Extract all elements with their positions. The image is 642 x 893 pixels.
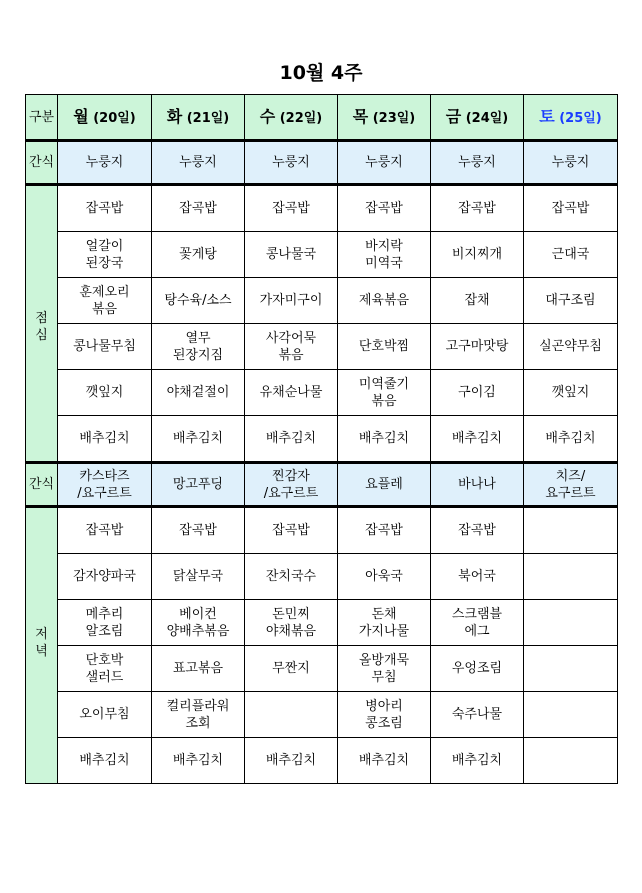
menu-cell: 컬리플라워 조회 — [152, 692, 245, 738]
menu-cell: 훈제오리 볶음 — [58, 278, 152, 324]
dinner-row — [26, 646, 618, 692]
menu-cell: 베이컨 양배추볶음 — [152, 600, 245, 646]
menu-cell: 배추김치 — [245, 416, 338, 463]
menu-cell: 배추김치 — [152, 416, 245, 463]
menu-cell: 야채겉절이 — [152, 370, 245, 416]
header-day-mon — [58, 95, 152, 141]
menu-cell: 탕수육/소스 — [152, 278, 245, 324]
menu-cell: 배추김치 — [338, 738, 431, 784]
day-name: 금 — [445, 106, 462, 126]
menu-cell: 바나나 — [431, 463, 524, 507]
menu-cell: 꽃게탕 — [152, 232, 245, 278]
menu-cell: 깻잎지 — [524, 370, 618, 416]
day-date: (24일) — [465, 110, 509, 126]
lunch-row — [26, 416, 618, 463]
menu-cell: 배추김치 — [245, 738, 338, 784]
menu-cell: 아욱국 — [338, 554, 431, 600]
menu-cell: 잡곡밥 — [58, 185, 152, 232]
menu-cell: 요플레 — [338, 463, 431, 507]
menu-cell: 잡채 — [431, 278, 524, 324]
menu-cell — [524, 738, 618, 784]
menu-cell: 잡곡밥 — [245, 507, 338, 554]
menu-cell: 카스타즈 /요구르트 — [58, 463, 152, 507]
menu-cell: 숙주나물 — [431, 692, 524, 738]
day-name: 토 — [539, 106, 555, 126]
menu-cell: 단호박 샐러드 — [58, 646, 152, 692]
menu-cell: 구이김 — [431, 370, 524, 416]
menu-cell: 가자미구이 — [245, 278, 338, 324]
dinner-row — [26, 507, 618, 554]
lunch-row — [26, 278, 618, 324]
menu-cell: 근대국 — [524, 232, 618, 278]
menu-cell: 콩나물국 — [245, 232, 338, 278]
menu-cell: 스크램블 에그 — [431, 600, 524, 646]
dinner-row — [26, 738, 618, 784]
menu-cell — [524, 646, 618, 692]
menu-cell: 잡곡밥 — [58, 507, 152, 554]
menu-cell: 잡곡밥 — [338, 185, 431, 232]
menu-cell: 단호박찜 — [338, 324, 431, 370]
menu-cell: 감자양파국 — [58, 554, 152, 600]
menu-cell: 유채순나물 — [245, 370, 338, 416]
menu-cell: 미역줄기 볶음 — [338, 370, 431, 416]
menu-cell: 잡곡밥 — [245, 185, 338, 232]
lunch-row — [26, 232, 618, 278]
header-category-label: 구분 — [26, 95, 58, 141]
menu-cell: 배추김치 — [152, 738, 245, 784]
menu-cell — [524, 692, 618, 738]
menu-cell: 배추김치 — [58, 738, 152, 784]
menu-cell: 깻잎지 — [58, 370, 152, 416]
weekly-menu-table — [25, 94, 618, 784]
lunch-category-label: 점 심 — [26, 185, 58, 463]
menu-cell — [524, 554, 618, 600]
menu-cell: 배추김치 — [338, 416, 431, 463]
menu-cell: 누룽지 — [152, 141, 245, 185]
menu-cell — [245, 692, 338, 738]
menu-cell: 누룽지 — [524, 141, 618, 185]
menu-cell: 메추리 알조림 — [58, 600, 152, 646]
snack-row-morning — [26, 141, 618, 185]
day-name: 월 — [73, 106, 89, 126]
menu-cell: 제육볶음 — [338, 278, 431, 324]
menu-cell: 돈민찌 야채볶음 — [245, 600, 338, 646]
menu-cell — [524, 507, 618, 554]
day-date: (22일) — [279, 110, 323, 126]
dinner-category-label: 저 녁 — [26, 507, 58, 784]
menu-cell: 고구마맛탕 — [431, 324, 524, 370]
lunch-row — [26, 185, 618, 232]
menu-cell: 배추김치 — [58, 416, 152, 463]
menu-cell: 잔치국수 — [245, 554, 338, 600]
menu-cell: 찐감자 /요구르트 — [245, 463, 338, 507]
lunch-row — [26, 370, 618, 416]
menu-cell: 잡곡밥 — [431, 507, 524, 554]
day-date: (21일) — [186, 110, 230, 126]
menu-cell: 올방개묵 무침 — [338, 646, 431, 692]
menu-cell — [524, 600, 618, 646]
snack-category-label: 간식 — [26, 141, 58, 185]
day-name: 수 — [259, 106, 276, 126]
menu-cell: 잡곡밥 — [152, 507, 245, 554]
header-day-sat — [524, 95, 618, 141]
menu-cell: 사각어묵 볶음 — [245, 324, 338, 370]
day-date: (20일) — [93, 110, 136, 126]
menu-cell: 우엉조림 — [431, 646, 524, 692]
dinner-row — [26, 554, 618, 600]
menu-cell: 누룽지 — [431, 141, 524, 185]
menu-cell: 표고볶음 — [152, 646, 245, 692]
menu-cell: 바지락 미역국 — [338, 232, 431, 278]
menu-cell: 치즈/ 요구르트 — [524, 463, 618, 507]
menu-cell: 열무 된장지짐 — [152, 324, 245, 370]
menu-cell: 병아리 콩조림 — [338, 692, 431, 738]
menu-cell: 닭살무국 — [152, 554, 245, 600]
menu-cell: 오이무침 — [58, 692, 152, 738]
menu-cell: 비지찌개 — [431, 232, 524, 278]
menu-cell: 배추김치 — [431, 416, 524, 463]
day-date: (25일) — [559, 110, 602, 126]
menu-cell: 돈채 가지나물 — [338, 600, 431, 646]
snack-category-label: 간식 — [26, 463, 58, 507]
menu-cell: 누룽지 — [58, 141, 152, 185]
menu-cell: 잡곡밥 — [338, 507, 431, 554]
menu-cell: 잡곡밥 — [152, 185, 245, 232]
day-date: (23일) — [372, 110, 416, 126]
header-day-thu — [338, 95, 431, 141]
menu-cell: 잡곡밥 — [431, 185, 524, 232]
dinner-row — [26, 600, 618, 646]
menu-cell: 북어국 — [431, 554, 524, 600]
day-name: 화 — [166, 106, 183, 126]
menu-cell: 망고푸딩 — [152, 463, 245, 507]
snack-row-afternoon — [26, 463, 618, 507]
menu-cell: 잡곡밥 — [524, 185, 618, 232]
menu-cell: 누룽지 — [245, 141, 338, 185]
header-day-tue — [152, 95, 245, 141]
menu-cell: 콩나물무침 — [58, 324, 152, 370]
dinner-row — [26, 692, 618, 738]
menu-cell: 대구조림 — [524, 278, 618, 324]
menu-cell: 얼갈이 된장국 — [58, 232, 152, 278]
menu-cell: 배추김치 — [524, 416, 618, 463]
day-name: 목 — [352, 106, 369, 126]
menu-cell: 배추김치 — [431, 738, 524, 784]
header-day-wed — [245, 95, 338, 141]
menu-cell: 누룽지 — [338, 141, 431, 185]
header-day-fri — [431, 95, 524, 141]
menu-cell: 실곤약무침 — [524, 324, 618, 370]
page-title: 10월 4주 — [279, 62, 363, 84]
lunch-row — [26, 324, 618, 370]
header-row — [26, 95, 618, 141]
menu-cell: 무짠지 — [245, 646, 338, 692]
